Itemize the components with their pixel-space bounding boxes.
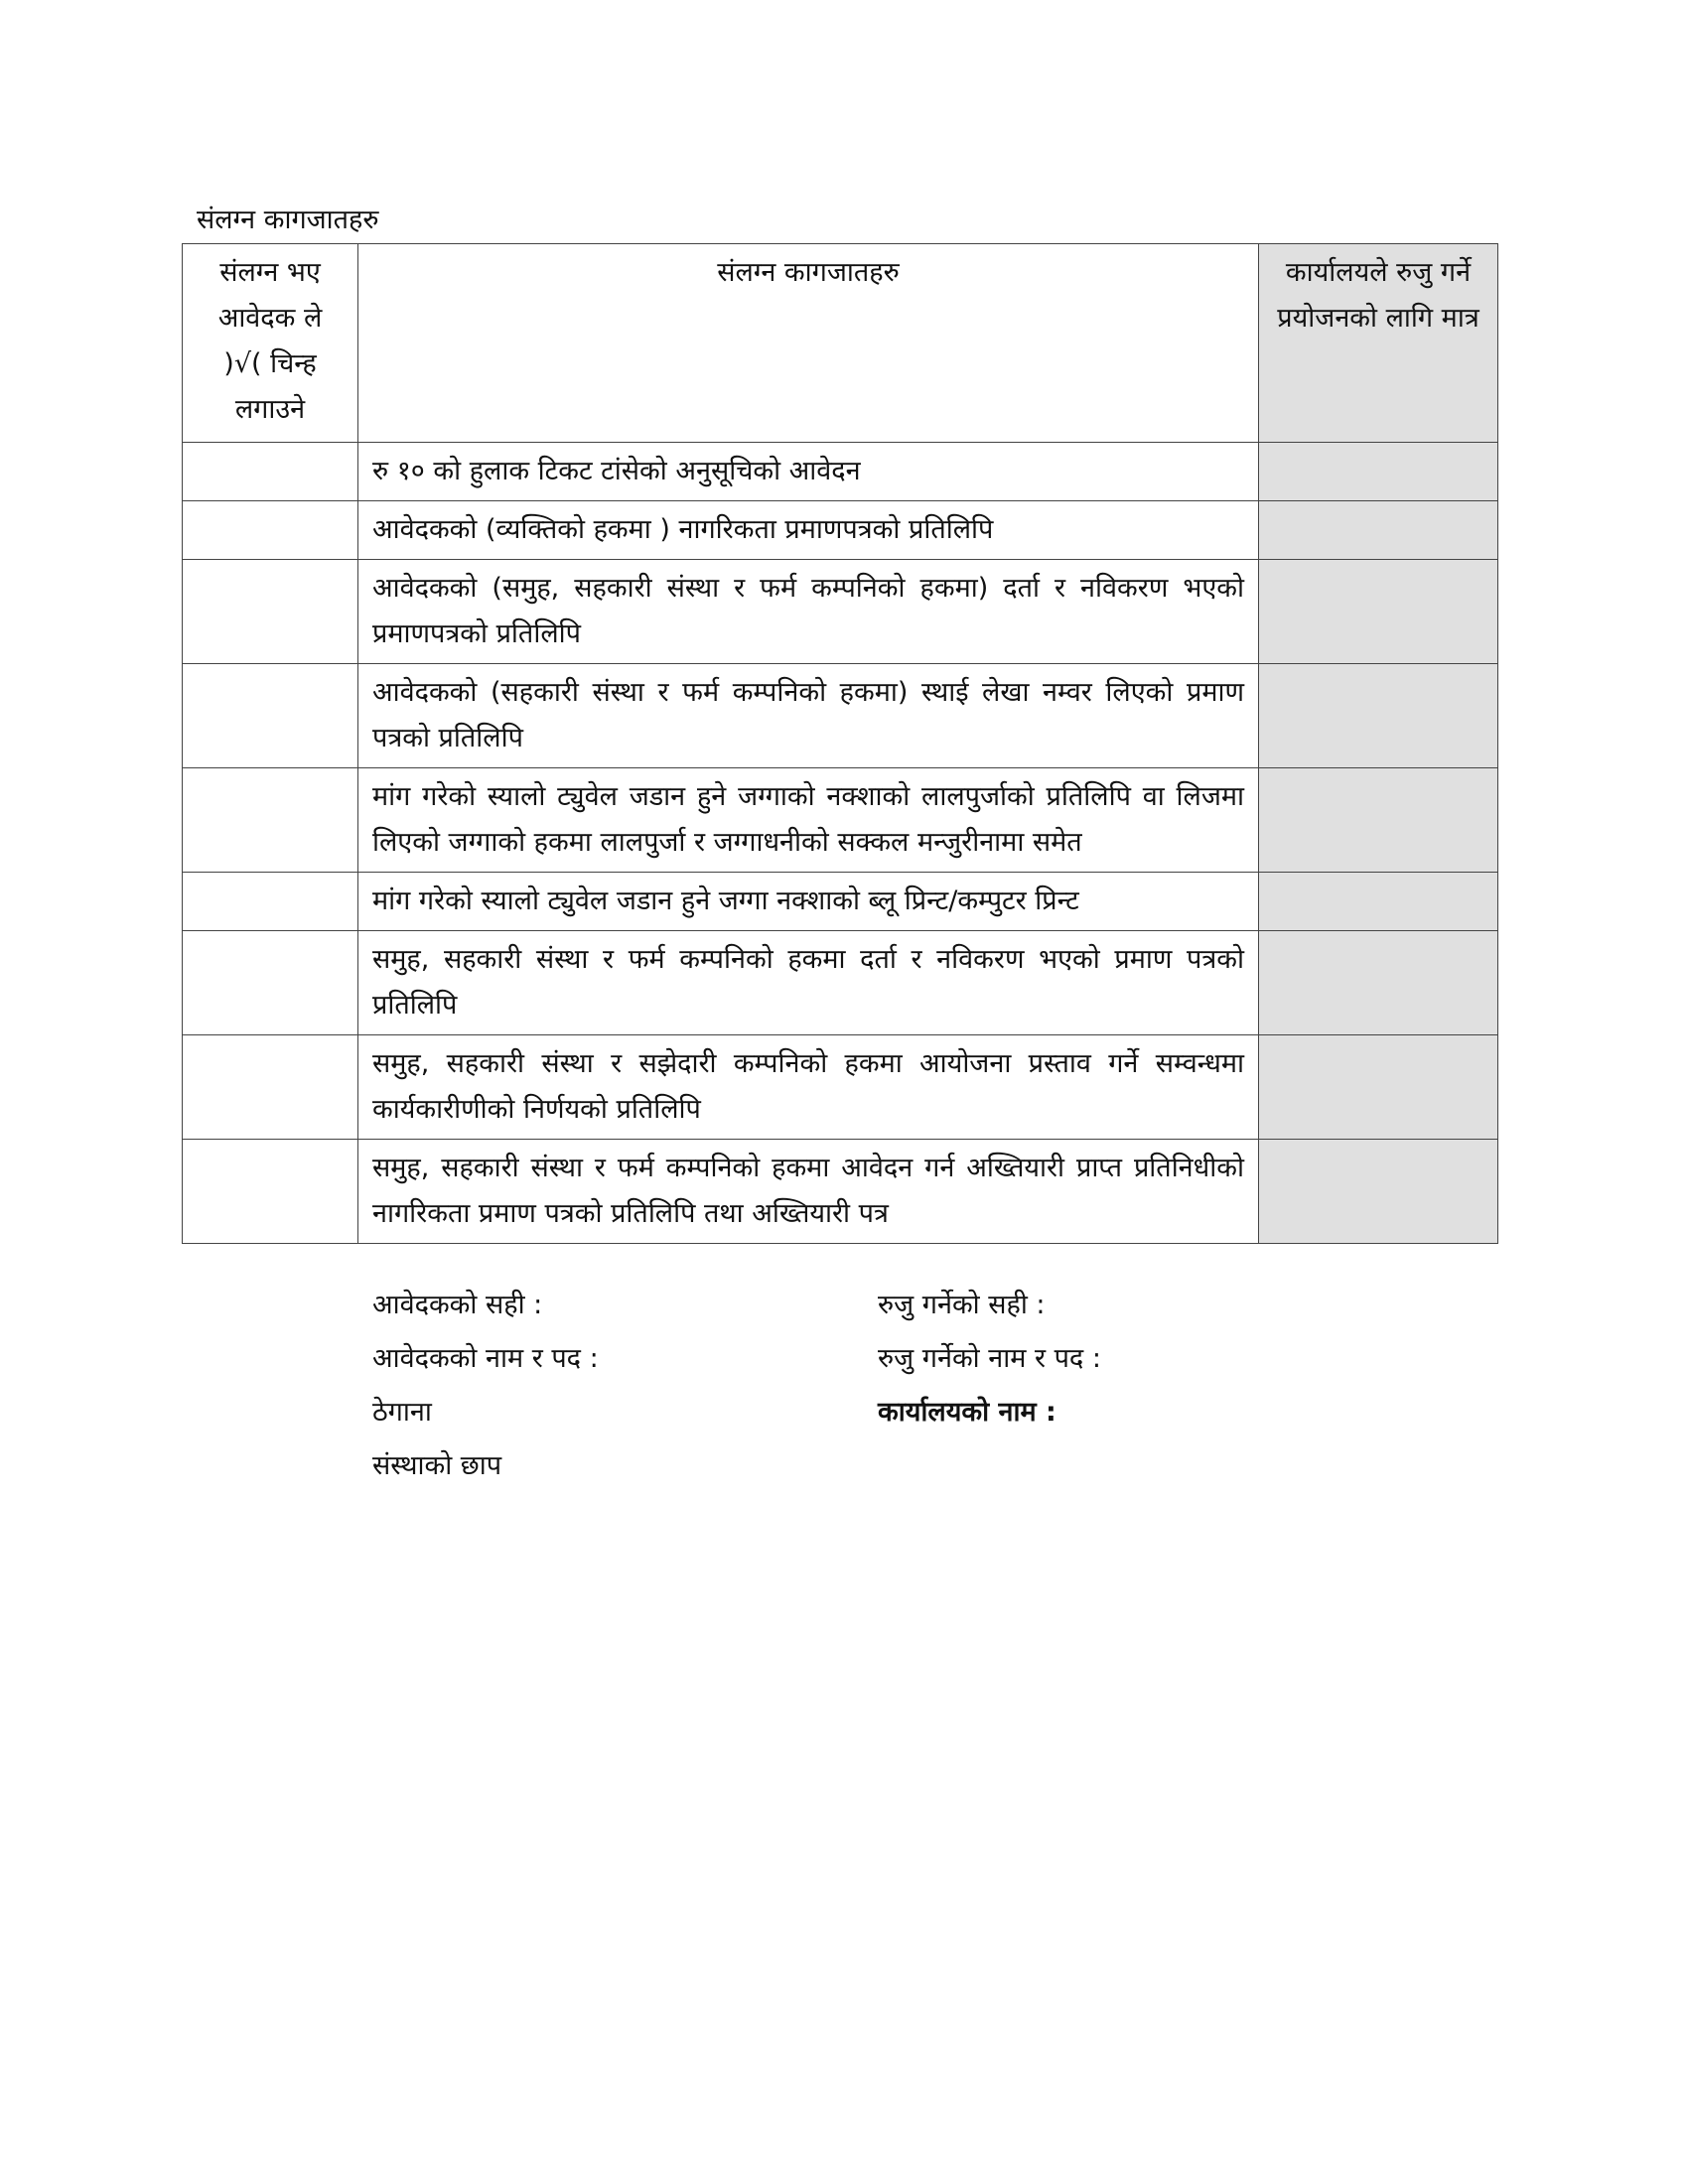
office-verify-cell bbox=[1259, 931, 1498, 1035]
table-row bbox=[183, 443, 1498, 501]
applicant-name-post-label: आवेदकको नाम र पद : bbox=[372, 1343, 599, 1374]
document-description: मांग गरेको स्यालो ट्युवेल जडान हुने जग्गा नक्शाको ब्लू प्रिन्ट/कम्पुटर प्रिन्ट bbox=[358, 873, 1259, 931]
document-description: समुह, सहकारी संस्था र सझेदारी कम्पनिको हकमा आयोजना प्रस्ताव गर्ने सम्वन्धमा कार्यकारीणीको निर्णयको प्रतिलिपि bbox=[358, 1035, 1259, 1140]
applicant-signature-label: आवेदकको सही : bbox=[372, 1290, 543, 1320]
header-documents: संलग्न कागजातहरु bbox=[358, 244, 1259, 443]
verifier-signature-label: रुजु गर्नेको सही : bbox=[878, 1290, 1046, 1320]
applicant-check-cell[interactable] bbox=[183, 1140, 358, 1244]
table-header-row bbox=[183, 244, 1498, 443]
document-description: आवेदकको (सहकारी संस्था र फर्म कम्पनिको हकमा) स्थाई लेखा नम्वर लिएको प्रमाण पत्रको प्रतिलिपि bbox=[358, 664, 1259, 768]
applicant-check-cell[interactable] bbox=[183, 1035, 358, 1140]
applicant-check-cell[interactable] bbox=[183, 560, 358, 664]
document-description: समुह, सहकारी संस्था र फर्म कम्पनिको हकमा दर्ता र नविकरण भएको प्रमाण पत्रको प्रतिलिपि bbox=[358, 931, 1259, 1035]
table-row bbox=[183, 768, 1498, 873]
verifier-name-post-label: रुजु गर्नेको नाम र पद : bbox=[878, 1343, 1101, 1374]
header-applicant-mark: संलग्न भए आवेदक ले )√( चिन्ह लगाउने bbox=[183, 244, 358, 443]
attachments-table bbox=[182, 243, 1498, 1244]
section-title: संलग्न कागजातहरु bbox=[197, 205, 379, 235]
applicant-check-cell[interactable] bbox=[183, 443, 358, 501]
header-office-use: कार्यालयले रुजु गर्ने प्रयोजनको लागि मात्र bbox=[1259, 244, 1498, 443]
table-row bbox=[183, 664, 1498, 768]
office-verify-cell bbox=[1259, 873, 1498, 931]
applicant-check-cell[interactable] bbox=[183, 931, 358, 1035]
office-verify-cell bbox=[1259, 664, 1498, 768]
applicant-check-cell[interactable] bbox=[183, 873, 358, 931]
table-row bbox=[183, 501, 1498, 560]
office-verify-cell bbox=[1259, 1140, 1498, 1244]
table-row bbox=[183, 1035, 1498, 1140]
office-verify-cell bbox=[1259, 501, 1498, 560]
document-description: आवेदकको (व्यक्तिको हकमा ) नागरिकता प्रमाणपत्रको प्रतिलिपि bbox=[358, 501, 1259, 560]
document-description: रु १० को हुलाक टिकट टांसेको अनुसूचिको आवेदन bbox=[358, 443, 1259, 501]
office-verify-cell bbox=[1259, 560, 1498, 664]
office-verify-cell bbox=[1259, 1035, 1498, 1140]
table-row bbox=[183, 1140, 1498, 1244]
office-verify-cell bbox=[1259, 443, 1498, 501]
document-description: मांग गरेको स्यालो ट्युवेल जडान हुने जग्गाको नक्शाको लालपुर्जाको प्रतिलिपि वा लिजमा लिएको जग्गाको हकमा लालपुर्जा र जग्गाधनीको सक्कल मन्जुरीनामा समेत bbox=[358, 768, 1259, 873]
address-label: ठेगाना bbox=[372, 1397, 432, 1428]
office-verify-cell bbox=[1259, 768, 1498, 873]
table-row bbox=[183, 873, 1498, 931]
org-seal-label: संस्थाको छाप bbox=[372, 1450, 502, 1481]
table-row bbox=[183, 931, 1498, 1035]
document-description: आवेदकको (समुह, सहकारी संस्था र फर्म कम्पनिको हकमा) दर्ता र नविकरण भएको प्रमाणपत्रको प्रतिलिपि bbox=[358, 560, 1259, 664]
applicant-check-cell[interactable] bbox=[183, 501, 358, 560]
office-name-label: कार्यालयको नाम : bbox=[878, 1397, 1056, 1428]
document-description: समुह, सहकारी संस्था र फर्म कम्पनिको हकमा आवेदन गर्न अख्तियारी प्राप्त प्रतिनिधीको नागरिकता प्रमाण पत्रको प्रतिलिपि तथा अख्तियारी पत्र bbox=[358, 1140, 1259, 1244]
applicant-check-cell[interactable] bbox=[183, 768, 358, 873]
table-row bbox=[183, 560, 1498, 664]
applicant-check-cell[interactable] bbox=[183, 664, 358, 768]
